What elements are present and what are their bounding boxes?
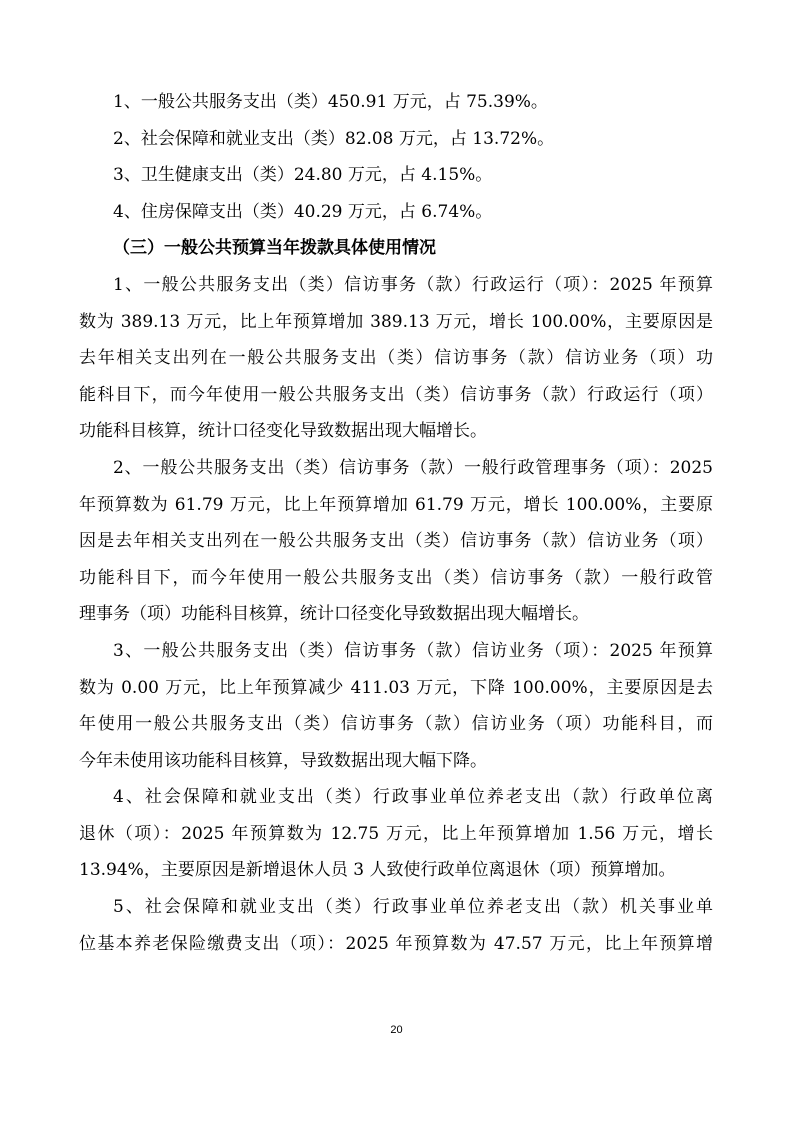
text-line: 13.94%，主要原因是新增退休人员 3 人致使行政单位离退休（项）预算增加。 [79, 860, 676, 881]
paragraph-2 [79, 450, 713, 633]
summary-item: 2、社会保障和就业支出（类）82.08 万元，占 13.72%。 [113, 128, 555, 149]
text-line: 3、一般公共服务支出（类）信访事务（款）信访业务（项）：2025 年预算 [113, 640, 713, 661]
paragraph-5 [79, 889, 713, 962]
text-line: 理事务（项）功能科目核算，统计口径变化导致数据出现大幅增长。 [79, 604, 589, 625]
paragraph-1 [79, 267, 713, 450]
page-content [79, 84, 713, 962]
text-line: 5、社会保障和就业支出（类）行政事业单位养老支出（款）机关事业单 [113, 897, 713, 918]
text-line: 1、一般公共服务支出（类）信访事务（款）行政运行（项）：2025 年预算 [113, 274, 713, 295]
paragraph-3 [79, 633, 713, 779]
summary-item: 1、一般公共服务支出（类）450.91 万元，占 75.39%。 [113, 92, 548, 112]
text-line: 数为 389.13 万元，比上年预算增加 389.13 万元，增长 100.00%，主要原因是 [79, 311, 713, 332]
summary-item: 3、卫生健康支出（类）24.80 万元，占 4.15%。 [113, 165, 493, 186]
text-line: 因是去年相关支出列在一般公共服务支出（类）信访事务（款）信访业务（项） [79, 531, 713, 552]
text-line: 功能科目下，而今年使用一般公共服务支出（类）信访事务（款）一般行政管 [79, 567, 713, 588]
text-line: 年使用一般公共服务支出（类）信访事务（款）信访业务（项）功能科目，而 [79, 714, 713, 735]
summary-item: 4、住房保障支出（类）40.29 万元，占 6.74%。 [113, 201, 493, 222]
text-line: 年预算数为 61.79 万元，比上年预算增加 61.79 万元，增长 100.00%，主要原 [79, 494, 713, 515]
text-line: 位基本养老保险缴费支出（项）：2025 年预算数为 47.57 万元，比上年预算增 [79, 933, 713, 954]
section-heading: （三）一般公共预算当年拨款具体使用情况 [113, 238, 436, 259]
text-line: 去年相关支出列在一般公共服务支出（类）信访事务（款）信访业务（项）功 [79, 348, 713, 369]
text-line: 能科目下，而今年使用一般公共服务支出（类）信访事务（款）行政运行（项） [79, 384, 713, 405]
text-line: 功能科目核算，统计口径变化导致数据出现大幅增长。 [79, 421, 487, 442]
paragraph-4 [79, 779, 713, 889]
page-number: 20 [390, 1024, 403, 1036]
text-line: 4、社会保障和就业支出（类）行政事业单位养老支出（款）行政单位离 [113, 787, 713, 808]
text-line: 今年未使用该功能科目核算，导致数据出现大幅下降。 [79, 750, 487, 771]
summary-list [79, 84, 713, 230]
text-line: 数为 0.00 万元，比上年预算减少 411.03 万元，下降 100.00%，主要原因是去 [79, 677, 713, 698]
text-line: 退休（项）：2025 年预算数为 12.75 万元，比上年预算增加 1.56 万元，增长 [79, 823, 713, 844]
text-line: 2、一般公共服务支出（类）信访事务（款）一般行政管理事务（项）：2025 [113, 457, 713, 478]
